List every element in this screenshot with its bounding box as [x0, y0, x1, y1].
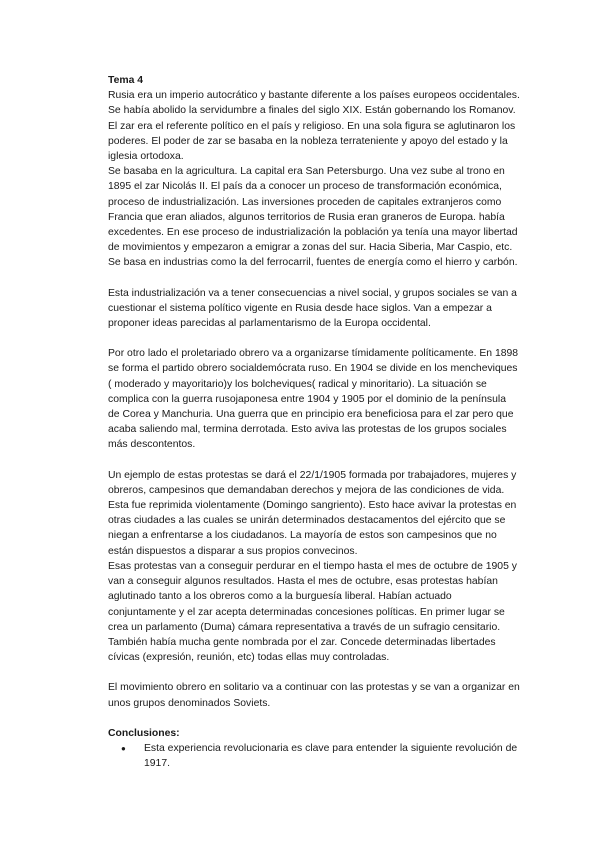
spacer	[108, 271, 520, 286]
paragraph-intro: Rusia era un imperio autocrático y bastante diferente a los países europeos occidentales. Se había abolido la servidumbre a finales del siglo XIX. Están gobernando los Romanov. El zar era el referente político en el país y religioso. En una sola figura se aglutinaron los poderes. El poder de zar se basaba en la nobleza terrateniente y apoyo del estado y la iglesia ortodoxa.	[108, 90, 520, 163]
spacer	[108, 331, 520, 346]
paragraph-proletariat: Por otro lado el proletariado obrero va a organizarse tímidamente políticamente. En 1898 se forma el partido obrero socialdemócrata ruso. En 1904 se divide en los mencheviques ( moderado y mayoritario)y los bolcheviques( radical y minoritario). La situación se complica con la guerra rusojaponesa entre 1904 y 1905 por el dominio de la península de Corea y Manchuria. Una guerra que en principio era beneficiosa para el zar pero que acaba saliendo mal, termina derrotada. Esto aviva las protestas de los grupos sociales más descontentos.	[108, 348, 519, 451]
spacer	[108, 711, 520, 726]
paragraph-agriculture: Se basaba en la agricultura. La capital era San Petersburgo. Una vez sube al trono en 1895 el zar Nicolás II. El país da a conocer un proceso de transformación económica, proceso de industrialización. Las inversiones proceden de capitales extranjeros como Francia que eran aliados, algunos territorios de Rusia eran graneros de Europa. había excedentes. En ese proceso de industrialización la población ya tenía una mayor libertad de movimientos y empezaron a emigrar a zonas del sur. Hacia Siberia, Mar Caspio, etc. Se basa en industrias como la del ferrocarril, fuentes de energía como el hierro y carbón.	[108, 166, 518, 269]
list-item: ● Esta experiencia revolucionaria es clave para entender la siguiente revolución de 1917.	[144, 741, 520, 771]
paragraph-protests: Un ejemplo de estas protestas se dará el 22/1/1905 formada por trabajadores, mujeres y obreros, campesinos que demandaban derechos y mejora de las condiciones de vida. Esta fue reprimida violentamente (Domingo sangriento). Esto hace avivar la protestas en otras ciudades a las cuales se unirán determinados destacamentos del ejército que se niegan a enfrentarse a los ciudadanos. La mayoría de estos son campesinos que no están dispuestos a disparar a sus propios convecinos.	[108, 469, 517, 557]
spacer	[108, 665, 520, 680]
paragraph-soviets: El movimiento obrero en solitario va a continuar con las protestas y se van a organizar en unos grupos denominados Soviets.	[108, 682, 520, 709]
document-title: Tema 4	[108, 75, 144, 86]
paragraph-industrialization: Esta industrialización va a tener consecuencias a nivel social, y grupos sociales se van a cuestionar el sistema político vigente en Rusia desde hace siglos. Van a empezar a proponer ideas parecidas al parlamentarismo de la Europa occidental.	[108, 287, 517, 330]
conclusions-title: Conclusiones:	[108, 727, 180, 739]
paragraph-october-1905: Esas protestas van a conseguir perdurar en el tiempo hasta el mes de octubre de 1905 y van a conseguir algunos resultados. Hasta el mes de octubre, esas protestas habían aglutinado tanto a los obreros como a la burguesía liberal. Habían actuado conjuntamente y el zar acepta determinadas concesiones políticas. En primer lugar se crea un parlamento (Duma) cámara representativa a través de un sufragio censitario. También había mucha gente nombrada por el zar. Concede determinadas libertades cívicas (expresión, reunión, etc) todas ellas muy controladas.	[108, 560, 517, 664]
spacer	[108, 453, 520, 468]
conclusions-list	[108, 741, 520, 771]
